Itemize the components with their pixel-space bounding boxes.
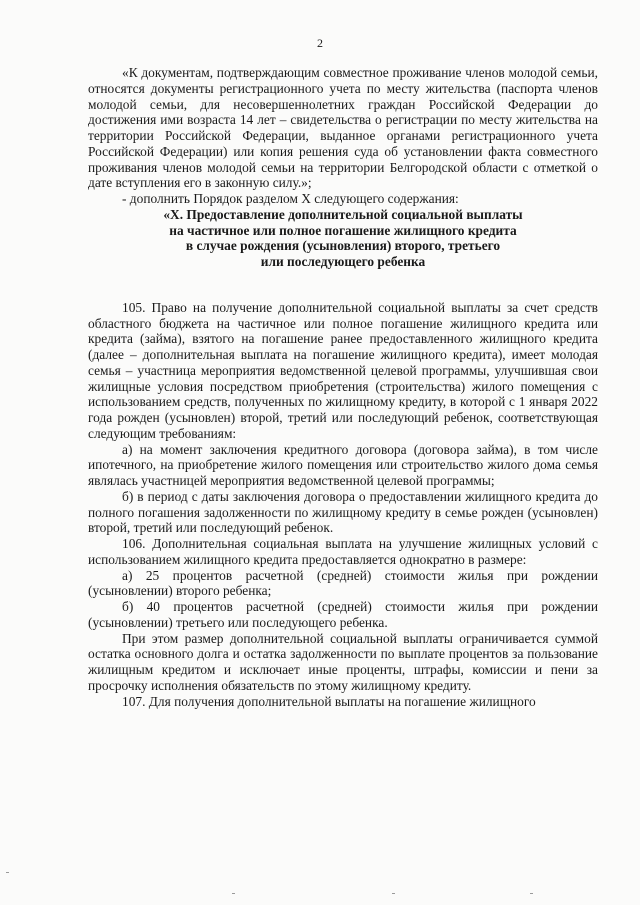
scan-mark — [6, 872, 9, 873]
section-heading-line: «X. Предоставление дополнительной социальной выплаты — [163, 206, 523, 222]
section-heading-line: или последующего ребенка — [260, 254, 426, 270]
document-body — [88, 65, 598, 709]
paragraph-105-b: б) в период с даты заключения договора о предоставлении жилищного кредита до полного погашения задолженности по жилищному кредиту в семье рожден (усыновлен) второй, третий или последующий ребенок. — [88, 488, 598, 536]
paragraph-documents-proof: «К документам, подтверждающим совместное проживание членов молодой семьи, относятся документы регистрационного учета по месту жительства (паспорта членов молодой семьи, для несовершеннолетних граждан Российской Федерации до достижения ими возраста 14 лет – свидетельства о регистрации по месту жительства на территории Российской Федерации, выданное органами регистрационного учета Российской Федерации) или копия решения суда об установлении факта совместного проживания членов молодой семьи на территории Белгородской области с отметкой о дате вступления его в законную силу.»; — [88, 65, 598, 191]
scan-mark — [530, 893, 533, 894]
page-number: 2 — [317, 36, 323, 50]
paragraph-106-a: а) 25 процентов расчетной (средней) стоимости жилья при рождении (усыновлении) второго ребенка; — [88, 567, 598, 599]
paragraph-add-section: - дополнить Порядок разделом X следующего содержания: — [122, 191, 459, 206]
paragraph-106: 106. Дополнительная социальная выплата на улучшение жилищных условий с использованием жилищного кредита предоставляется однократно в размере: — [88, 536, 598, 567]
paragraph-105: 105. Право на получение дополнительной социальной выплаты за счет средств областного бюджета на частичное или полное погашение жилищного кредита или кредита (займа), взятого на погашение ранее предоставленного жилищного кредита (далее – дополнительная выплата на погашение жилищного кредита), имеет молодая семья – участница мероприятия ведомственной целевой программы, улучшившая свои жилищные условия посредством приобретения (строительства) жилого помещения с использованием средств, полученных по жилищному кредиту, в которой с 1 января 2022 года рожден (усыновлен) второй, третий или последующий ребенок, соответствующая следующим требованиям: — [88, 299, 598, 441]
section-heading — [88, 207, 598, 270]
scan-mark — [392, 893, 395, 894]
section-heading-line: на частичное или полное погашение жилищного кредита — [169, 222, 517, 238]
paragraph-105-a: а) на момент заключения кредитного договора (договора займа), в том числе ипотечного, на приобретение жилого помещения или строительство жилого дома семья являлась участницей мероприятия ведомственной целевой программы; — [88, 441, 598, 489]
section-spacer — [88, 270, 598, 300]
scan-mark — [232, 893, 235, 894]
paragraph-106-limit: При этом размер дополнительной социальной выплаты ограничивается суммой остатка основного долга и остатка задолженности по выплате процентов за пользование жилищным кредитом и исключает иные проценты, штрафы, комиссии и пени за просрочку исполнения обязательств по этому жилищному кредиту. — [88, 630, 598, 693]
paragraph-107: 107. Для получения дополнительной выплаты на погашение жилищного — [122, 693, 536, 709]
paragraph-106-b: б) 40 процентов расчетной (средней) стоимости жилья при рождении (усыновлении) третьего или последующего ребенка. — [88, 599, 598, 630]
section-heading-line: в случае рождения (усыновления) второго, третьего — [185, 238, 501, 254]
